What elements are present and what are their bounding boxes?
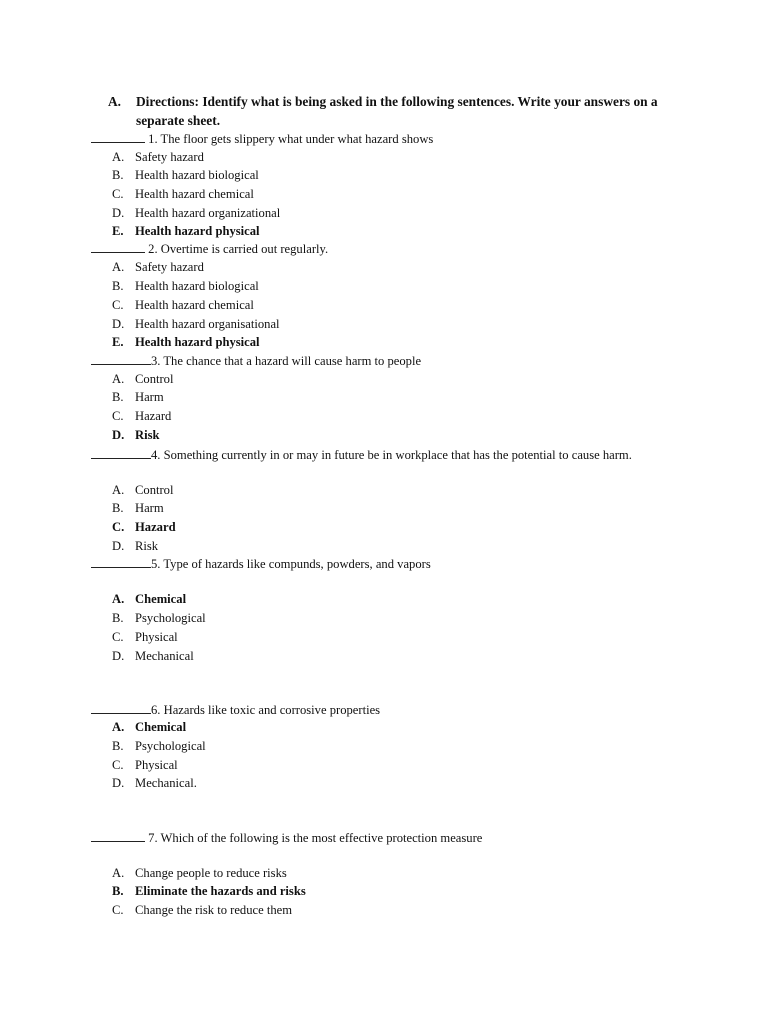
question-3 (91, 352, 671, 370)
option-3c: C. Hazard (112, 409, 172, 423)
option-6d: D. Mechanical. (112, 776, 197, 790)
answer-blank (91, 352, 151, 365)
option-1a: A. Safety hazard (112, 150, 204, 164)
option-3b: B. Harm (112, 390, 164, 404)
option-5d: D. Mechanical (112, 649, 194, 663)
option-2b: B. Health hazard biological (112, 279, 259, 293)
option-1c: C. Health hazard chemical (112, 187, 254, 201)
question-1 (91, 130, 671, 148)
answer-blank (91, 240, 145, 253)
option-5b: B. Psychological (112, 611, 206, 625)
option-2a: A. Safety hazard (112, 260, 204, 274)
option-5a: A. Chemical (112, 592, 187, 606)
question-5 (91, 555, 671, 573)
option-6c: C. Physical (112, 758, 178, 772)
answer-blank (91, 130, 145, 143)
question-text: 7. Which of the following is the most effective protection measure (148, 831, 483, 845)
answer-blank (91, 829, 145, 842)
option-4a: A. Control (112, 483, 174, 497)
directions-heading (108, 92, 688, 130)
option-1d: D. Health hazard organizational (112, 206, 281, 220)
question-6 (91, 701, 671, 719)
question-text: 6. Hazards like toxic and corrosive properties (151, 703, 381, 717)
option-3a: A. Control (112, 372, 174, 386)
section-letter: A. (108, 94, 122, 109)
answer-blank (91, 446, 151, 459)
question-text: 3. The chance that a hazard will cause harm to people (151, 354, 422, 368)
option-6b: B. Psychological (112, 739, 206, 753)
option-4b: B. Harm (112, 501, 164, 515)
question-7 (91, 829, 671, 847)
question-text: 1. The floor gets slippery what under what hazard shows (148, 132, 434, 146)
question-4 (91, 446, 671, 464)
option-7b: B. Eliminate the hazards and risks (112, 884, 306, 898)
option-4c: C. Hazard (112, 520, 176, 534)
option-1e: E. Health hazard physical (112, 224, 260, 238)
option-3d: D. Risk (112, 428, 160, 442)
option-1b: B. Health hazard biological (112, 168, 259, 182)
option-2d: D. Health hazard organisational (112, 317, 280, 331)
question-text: 2. Overtime is carried out regularly. (148, 242, 329, 256)
question-2 (91, 240, 671, 258)
option-6a: A. Chemical (112, 720, 187, 734)
option-7a: A. Change people to reduce risks (112, 866, 287, 880)
option-2e: E. Health hazard physical (112, 335, 260, 349)
directions-text: Directions: Identify what is being asked in the following sentences. Write your answers on a separate sheet. (136, 94, 658, 128)
option-7c: C. Change the risk to reduce them (112, 903, 293, 917)
answer-blank (91, 555, 151, 568)
question-text: 4. Something currently in or may in future be in workplace that has the potential to cause harm. (151, 448, 632, 462)
option-2c: C. Health hazard chemical (112, 298, 254, 312)
answer-blank (91, 701, 151, 714)
option-4d: D. Risk (112, 539, 159, 553)
question-text: 5. Type of hazards like compunds, powders, and vapors (151, 557, 431, 571)
option-5c: C. Physical (112, 630, 178, 644)
